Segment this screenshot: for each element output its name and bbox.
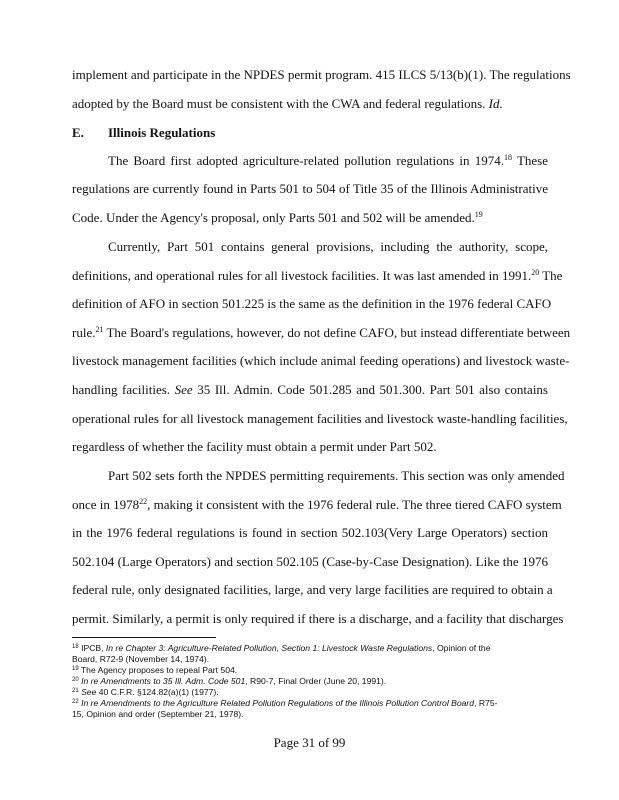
footnote-ref: 18 (503, 153, 512, 162)
text-line (72, 497, 562, 513)
text-segment: implement and participate in the NPDES permit program. 415 ILCS 5/13(b)(1). The regulations (72, 67, 571, 82)
text-segment: regardless of whether the facility must obtain a permit under Part 502. (72, 439, 437, 454)
footnote-ref: 21 (95, 325, 104, 334)
section-number: E. (72, 125, 84, 140)
text-segment: , R75- (474, 698, 498, 708)
text-segment: federal rule, only designated facilities, large, and very large facilities are required to obtain a (72, 582, 553, 597)
text-segment: Code. Under the Agency's proposal, only Parts 501 and 502 will be amended. (72, 210, 475, 225)
text-segment: , Opinion of the (432, 643, 491, 653)
section-heading: Illinois Regulations (108, 125, 216, 140)
text-segment: See (174, 382, 193, 397)
text-segment: 40 C.F.R. §124.82(a)(1) (1977). (96, 687, 219, 697)
text-segment: 15, Opinion and order (September 21, 1978). (72, 709, 244, 719)
footnote-number: 19 (72, 666, 79, 672)
footnote-number: 22 (72, 699, 79, 705)
text-segment: These (511, 153, 548, 168)
footnote-ref: 20 (531, 268, 540, 277)
footnote-line (72, 698, 552, 709)
text-line (72, 268, 563, 284)
text-segment: 35 Ill. Admin. Code 501.285 and 501.300. Part 501 also contains (192, 382, 548, 397)
text-segment: definitions, and operational rules for all livestock facilities. It was last amended in 1991. (72, 268, 532, 283)
text-line (72, 439, 548, 455)
text-segment: definition of AFO in section 501.225 is the same as the definition in the 1976 federal CAFO (72, 296, 552, 311)
footnote-line (72, 687, 552, 698)
footnote-number: 18 (72, 644, 79, 650)
text-segment: The Agency proposes to repeal Part 504. (78, 665, 238, 675)
text-line (108, 239, 548, 255)
footnote-number: 21 (72, 688, 79, 694)
text-segment: handling facilities. (72, 382, 175, 397)
text-line (72, 554, 548, 570)
text-segment: The Board's regulations, however, do not define CAFO, but instead differentiate between (103, 325, 571, 340)
footnote-divider (72, 637, 216, 638)
text-line (72, 382, 548, 398)
text-segment: once in 1978 (72, 497, 140, 512)
text-segment: Id. (488, 96, 503, 111)
text-segment: operational rules for all livestock management facilities and livestock waste-handling facilities, (72, 411, 568, 426)
footnote-line (72, 709, 552, 720)
footnote-line (72, 654, 552, 665)
text-line (72, 325, 571, 341)
text-segment: In re Amendments to 35 Ill. Adm. Code 501 (81, 676, 246, 686)
text-segment: The (539, 268, 563, 283)
text-segment: regulations are currently found in Parts 501 to 504 of Title 35 of the Illinois Administrative (72, 181, 548, 196)
text-segment: , making it consistent with the 1976 federal rule. The three tiered CAFO system (147, 497, 562, 512)
text-line (72, 296, 552, 312)
text-line (72, 181, 548, 197)
text-segment: In re Amendments to the Agriculture Related Pollution Regulations of the Illinois Pollution Control Board (81, 698, 475, 708)
footnote-line (72, 665, 552, 676)
text-line (72, 611, 564, 627)
text-line (108, 468, 565, 484)
footnote-line (72, 676, 552, 687)
text-segment: IPCB, (78, 643, 106, 653)
text-segment: in the 1976 federal regulations is found in section 502.103(Very Large Operators) section (72, 525, 548, 540)
text-segment: permit. Similarly, a permit is only required if there is a discharge, and a facility that discharges (72, 611, 564, 626)
text-segment: The Board first adopted agriculture-related pollution regulations in 1974. (108, 153, 504, 168)
text-segment: livestock management facilities (which include animal feeding operations) and livestock waste- (72, 353, 570, 368)
text-segment: adopted by the Board must be consistent with the CWA and federal regulations. (72, 96, 489, 111)
text-segment: rule. (72, 325, 96, 340)
text-line (72, 96, 548, 112)
footnote-ref: 19 (474, 210, 483, 219)
text-segment: See (81, 687, 97, 697)
text-line (72, 210, 548, 226)
footnote-number: 20 (72, 677, 79, 683)
text-segment: Currently, Part 501 contains general provisions, including the authority, scope, (108, 239, 548, 254)
text-segment: Board, R72-9 (November 14, 1974). (72, 654, 210, 664)
text-line (72, 582, 553, 598)
text-segment: Part 502 sets forth the NPDES permitting requirements. This section was only amended (108, 468, 565, 483)
text-line (72, 67, 571, 83)
page-number: Page 31 of 99 (273, 735, 346, 750)
text-line (72, 353, 570, 369)
footnote-ref: 22 (139, 497, 148, 506)
text-segment: 502.104 (Large Operators) and section 502.105 (Case-by-Case Designation). Like the 1976 (72, 554, 548, 569)
footnote-line (72, 643, 552, 654)
text-segment: In re Chapter 3: Agriculture-Related Pollution, Section 1: Livestock Waste Regulations (105, 643, 433, 653)
text-line (108, 153, 548, 169)
text-segment: , R90-7, Final Order (June 20, 1991). (245, 676, 387, 686)
text-line (72, 525, 548, 541)
text-line (72, 411, 568, 427)
